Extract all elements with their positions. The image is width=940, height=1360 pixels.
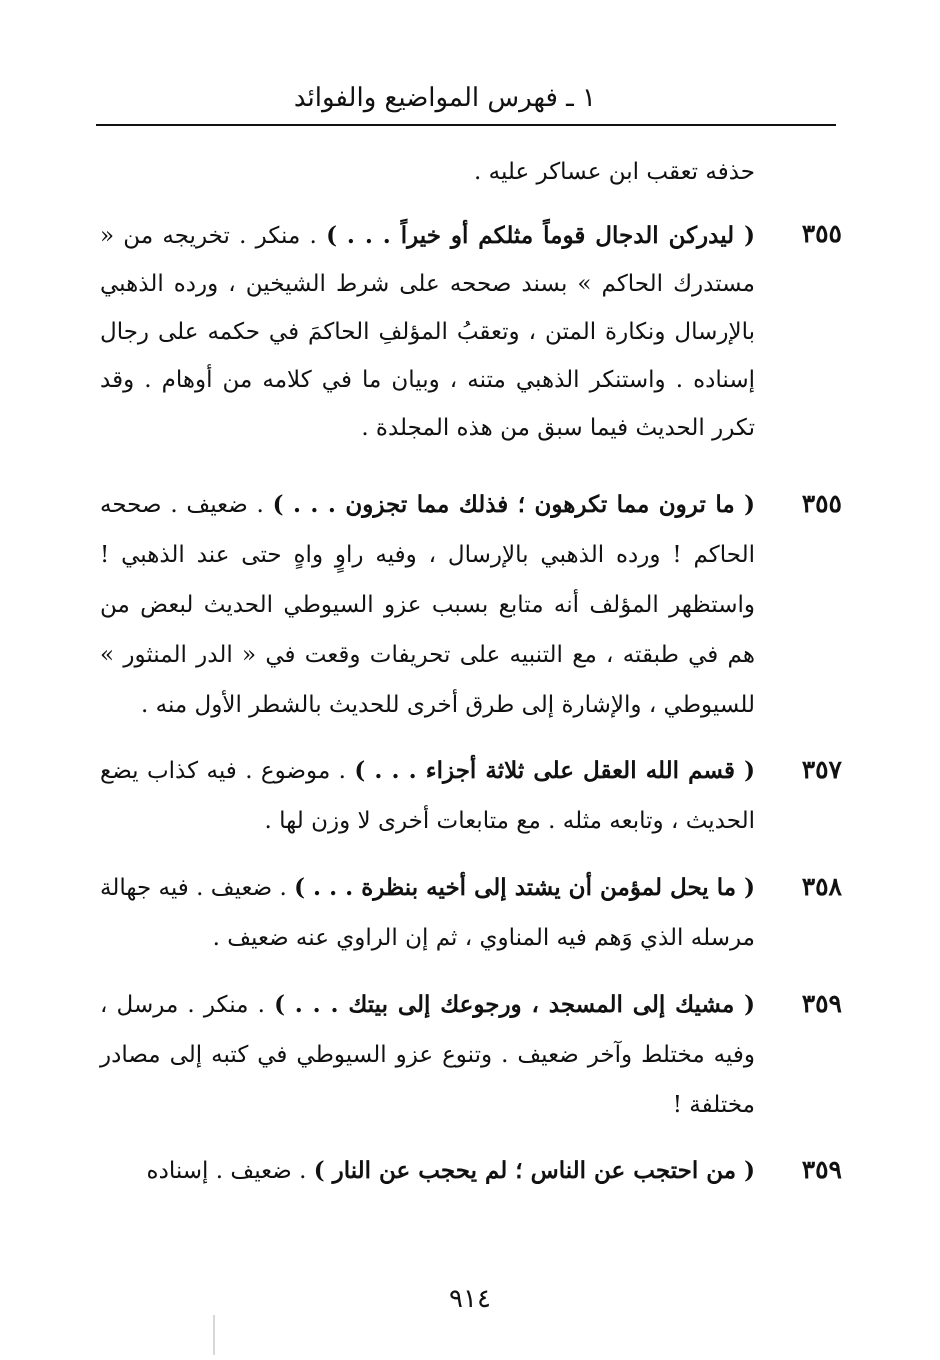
entry-commentary: . موضوع . فيه كذاب يضع الحديث ، وتابعه مثله . مع متابعات أخرى لا وزن لها . xyxy=(100,758,755,834)
entry-text xyxy=(100,863,755,963)
entry-commentary: . ضعيف . فيه جهالة مرسله الذي وَهم فيه المناوي ، ثم إن الراوي عنه ضعيف . xyxy=(100,875,755,951)
entry-number: ٣٥٥ xyxy=(801,489,842,518)
entry-number: ٣٥٨ xyxy=(801,872,842,901)
entry-text xyxy=(100,980,755,1130)
continuation-text: حذفه تعقب ابن عساكر عليه . xyxy=(474,159,755,185)
entry-text xyxy=(100,212,755,452)
hadith-quote: ( ليدركن الدجال قوماً مثلكم أو خيراً . . . ) xyxy=(326,222,755,249)
entry-number: ٣٥٩ xyxy=(801,989,842,1018)
entry-number: ٣٥٧ xyxy=(801,755,842,784)
entry-text xyxy=(100,480,755,730)
hadith-quote: ( ما يحل لمؤمن أن يشتد إلى أخيه بنظرة . . . ) xyxy=(294,874,755,901)
entry-commentary: . ضعيف . صححه الحاكم ! ورده الذهبي بالإرسال ، وفيه راوٍ واهٍ حتى عند الذهبي ! واستظهر المؤلف أنه متابع بسبب عزو السيوطي الحديث لبعض من هم في طبقته ، مع التنبيه على تحريفات وقعت في « الدر المنثور » للسيوطي ، والإشارة إلى طرق أخرى للحديث بالشطر الأول منه . xyxy=(100,492,755,718)
hadith-quote: ( من احتجب عن الناس ؛ لم يحجب عن النار ) xyxy=(313,1157,755,1184)
entry-commentary: . منكر . تخريجه من « مستدرك الحاكم » بسند صححه على شرط الشيخين ، ورده الذهبي بالإرسال ونكارة المتن ، وتعقبُ المؤلفِ الحاكمَ في حكمه على رجال إسناده . واستنكر الذهبي متنه ، وبيان ما في كلامه من أوهام . وقد تكرر الحديث فيما سبق من هذه المجلدة . xyxy=(100,223,755,441)
running-header: ١ ـ فهرس المواضيع والفوائد xyxy=(293,83,596,113)
page-number: ٩١٤ xyxy=(449,1284,491,1314)
entry-text xyxy=(100,1146,755,1196)
entry-text xyxy=(100,746,755,846)
hadith-quote: ( قسم الله العقل على ثلاثة أجزاء . . . ) xyxy=(354,757,755,784)
hadith-quote: ( ما ترون مما تكرهون ؛ فذلك مما تجزون . . . ) xyxy=(272,491,755,518)
entry-number: ٣٥٥ xyxy=(801,219,842,248)
hadith-quote: ( مشيك إلى المسجد ، ورجوعك إلى بيتك . . . ) xyxy=(274,991,756,1018)
header-rule xyxy=(96,124,836,126)
scan-edge-mark xyxy=(213,1315,215,1355)
entry-commentary: . ضعيف . إسناده xyxy=(146,1158,314,1184)
entry-number: ٣٥٩ xyxy=(801,1155,842,1184)
entry-commentary: . منكر . مرسل ، وفيه مختلط وآخر ضعيف . وتنوع عزو السيوطي في كتبه إلى مصادر مختلفة ! xyxy=(100,992,755,1118)
